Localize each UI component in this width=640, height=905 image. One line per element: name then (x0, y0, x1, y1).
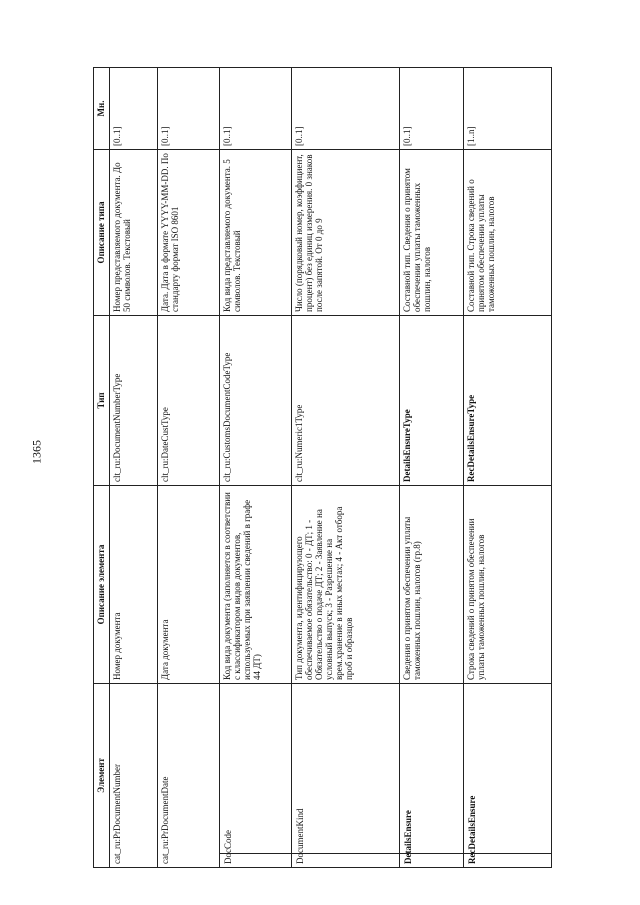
element-spacer-cell (292, 683, 400, 853)
type-description-cell: Составной тип. Строка сведений о принятом обеспечении уплаты таможенных пошлин, налогов (464, 149, 552, 315)
element-cell: DetailsEnsure (403, 810, 413, 864)
indent-cell (220, 830, 292, 868)
element-description-cell: Строка сведений о принятом обеспечении уплаты таможенных пошлин, налогов (464, 485, 552, 683)
type-cell: clt_ru:DateCustType (158, 315, 220, 485)
type-description-cell: Код вида представляемого документа. 5 символов. Текстовый (220, 149, 292, 315)
type-cell: RecDetailsEnsureType (464, 315, 552, 485)
indent-cell (400, 810, 464, 868)
element-cell: cat_ru:PrDocumentDate (158, 683, 220, 867)
header-element: Элемент (94, 683, 110, 867)
type-description-cell: Дата. Дата в формате YYYY-MM-DD. По стандарту формат ISO 8601 (158, 149, 220, 315)
header-type: Тип (94, 315, 110, 485)
type-cell: clt_ru:CustomsDocumentCodeType (220, 315, 292, 485)
element-cell: RecDetailsEnsure (467, 795, 477, 864)
table-row (220, 67, 292, 867)
multiplicity-cell: [0..1] (110, 67, 158, 149)
type-cell: clt_ru:Numeric1Type (292, 315, 400, 485)
header-element-description: Описание элемента (94, 485, 110, 683)
element-spacer-cell (220, 683, 292, 853)
element-table (93, 67, 552, 868)
type-description-cell: Номер представляемого документа. До 50 символов. Текстовый (110, 149, 158, 315)
multiplicity-cell: [0..1] (400, 67, 464, 149)
element-description-cell: Тип документа, идентифицирующего обеспечиваемое обязательство: 0 - ДТ; 1 - Обязательство о подаче ДТ; 2 - Заявление на условный выпуск; 3 - Разрешение на врем.хранение в иных местах; 4 - Акт отбора проб и образцов (292, 485, 400, 683)
header-multiplicity: Мн. (94, 67, 110, 149)
type-description-cell: Число (порядковый номер, коэффициент, процент) без единиц измерения. 0 знаков после запятой. От 0 до 9 (292, 149, 400, 315)
element-description-cell: Сведения о принятом обеспечении уплаты таможенных пошлин, налогов (гр.8) (400, 485, 464, 683)
page-number: 1365 (29, 440, 44, 464)
multiplicity-cell: [0..1] (220, 67, 292, 149)
multiplicity-cell: [0..1] (158, 67, 220, 149)
table-row (110, 67, 158, 867)
table-header-row (94, 67, 110, 867)
table-row (158, 67, 220, 867)
element-description-cell: Номер документа (110, 485, 158, 683)
type-cell: DetailsEnsureType (400, 315, 464, 485)
element-description-cell: Код вида документа (заполняется в соответствии с классификатором видов документов, используемых при заявлении сведений в графе 44 ДТ) (220, 485, 292, 683)
table-row (464, 67, 552, 867)
indent-cell (292, 808, 400, 868)
type-cell: clt_ru:DocumentNumberType (110, 315, 158, 485)
multiplicity-cell: [1..n] (464, 67, 552, 149)
table-row (400, 67, 464, 867)
indent-cell (464, 795, 552, 868)
rotated-table-wrapper (93, 68, 551, 868)
element-cell: cat_ru:PrDocumentNumber (110, 683, 158, 867)
element-cell: DocCode (223, 830, 233, 864)
header-type-description: Описание типа (94, 149, 110, 315)
element-description-cell: Дата документа (158, 485, 220, 683)
table-row (292, 67, 400, 867)
multiplicity-cell: [0..1] (292, 67, 400, 149)
type-description-cell: Составной тип. Сведения о принятом обеспечении уплаты таможенных пошлин, налогов (400, 149, 464, 315)
element-cell: DocumentKind (295, 808, 305, 864)
